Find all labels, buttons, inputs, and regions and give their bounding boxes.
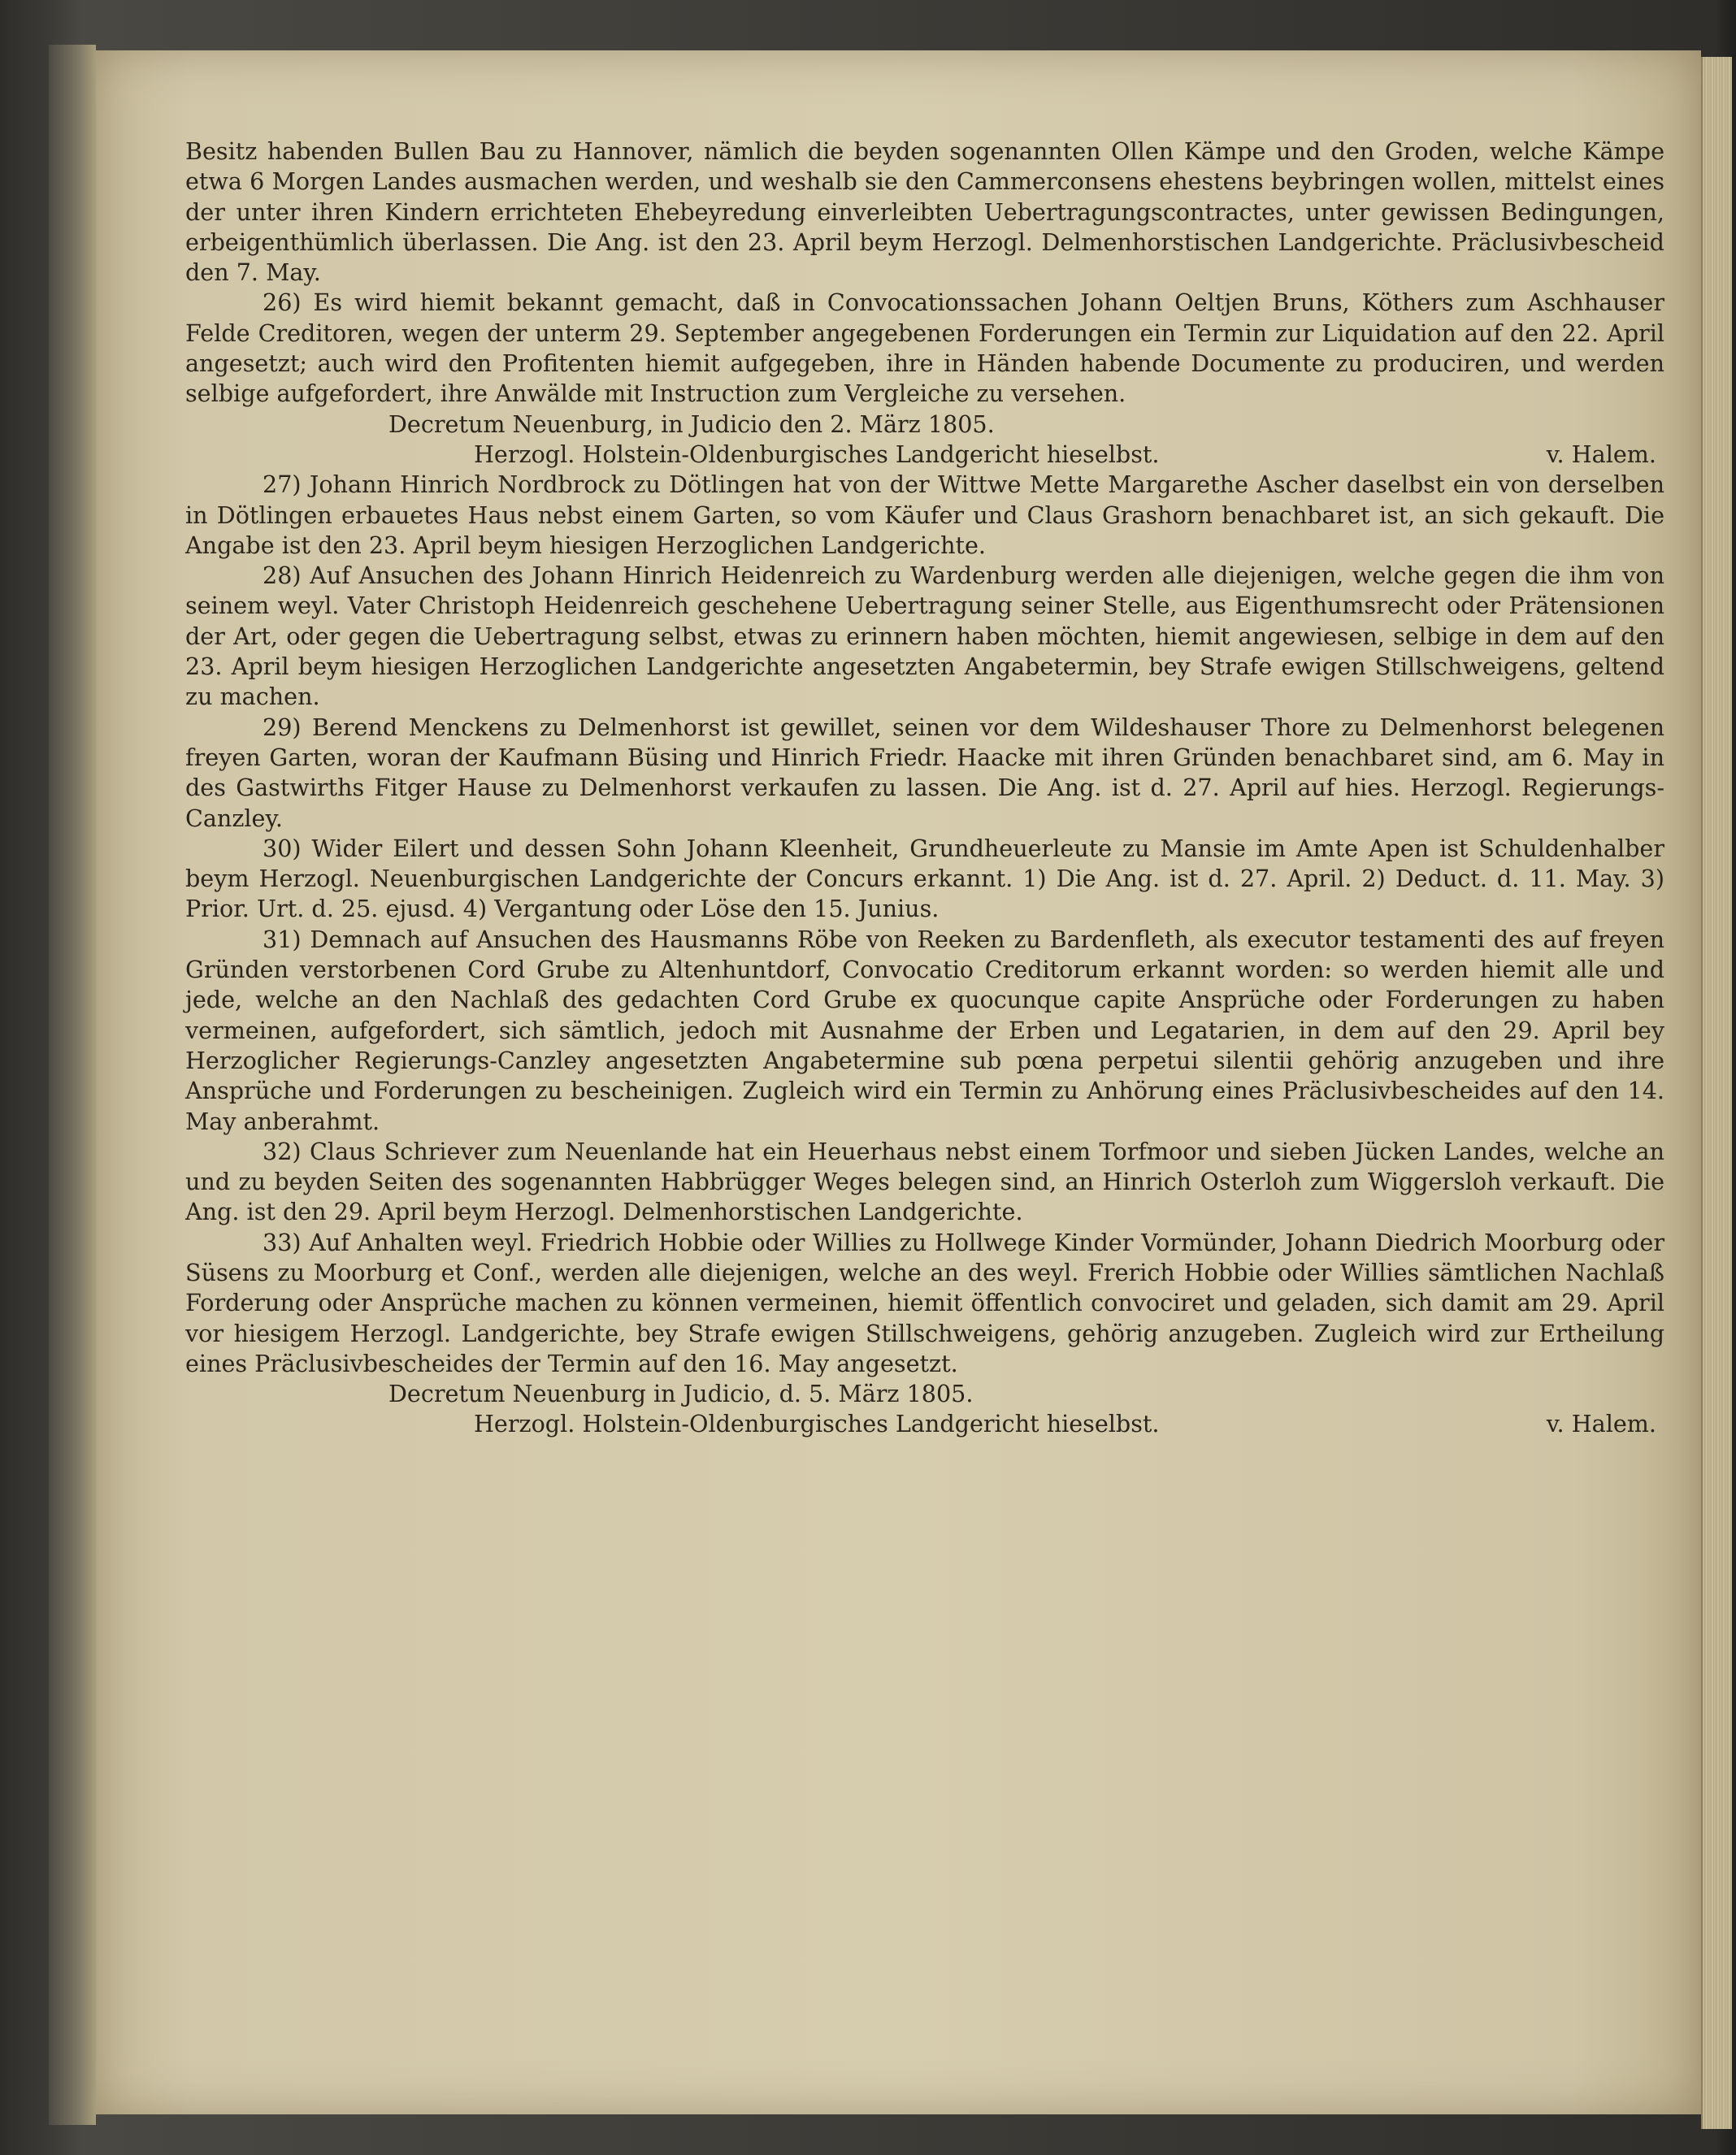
decretum-line: Decretum Neuenburg, in Judicio den 2. März 1805. [388,410,995,438]
book-binding [49,45,96,2125]
signatory-name: v. Halem. [1546,1410,1656,1438]
court-name: Herzogl. Holstein-Oldenburgisches Landgericht hieselbst. [474,440,1160,468]
page-edges [1701,57,1732,2129]
notice-29: 29) Berend Menckens zu Delmenhorst ist gewillet, seinen vor dem Wildeshauser Thore zu Delmenhorst belegenen freyen Garten, woran der Kaufmann Büsing und Hinrich Friedr. Haacke mit ihren Gründen benachbaret sind, am 6. May in des Gastwirths Fitger Hause zu Delmenhorst verkaufen zu lassen. Die Ang. ist d. 27. April auf hies. Herzogl. Regierungs-Canzley. [185,713,1664,832]
notice-25-continuation: Besitz habenden Bullen Bau zu Hannover, nämlich die beyden sogenannten Ollen Kämpe und den Groden, welche Kämpe etwa 6 Morgen Landes ausmachen werden, und weshalb sie den Cammerconsens ehestens beybringen wollen, mittelst eines der unter ihren Kindern errichteten Ehebeyredung einverleibten Uebertragungscontractes, unter gewissen Bedingungen, erbeigenthümlich überlassen. Die Ang. ist den 23. April beym Herzogl. Delmenhorstischen Landgerichte. Präclusivbescheid den 7. May. [185,137,1664,287]
notice-32: 32) Claus Schriever zum Neuenlande hat ein Heuerhaus nebst einem Torfmoor und sieben Jücken Landes, welche an und zu beyden Seiten des sogenannten Habbrügger Weges belegen sind, an Hinrich Osterloh zum Wiggersloh verkauft. Die Ang. ist den 29. April beym Herzogl. Delmenhorstischen Landgerichte. [185,1137,1664,1226]
notice-text-column [185,137,1664,1440]
court-signature [185,1409,1664,1439]
court-signature [185,440,1664,470]
decretum-line: Decretum Neuenburg in Judicio, d. 5. März 1805. [388,1380,974,1408]
notice-27: 27) Johann Hinrich Nordbrock zu Dötlingen hat von der Wittwe Mette Margarethe Ascher daselbst ein von derselben in Dötlingen erbauetes Haus nebst einem Garten, so vom Käufer und Claus Grashorn benachbaret ist, an sich gekauft. Die Angabe ist den 23. April beym hiesigen Herzoglichen Landgerichte. [185,470,1664,559]
notice-33: 33) Auf Anhalten weyl. Friedrich Hobbie oder Willies zu Hollwege Kinder Vormünder, Johann Diedrich Moorburg oder Süsens zu Moorburg et Conf., werden alle diejenigen, welche an des weyl. Frerich Hobbie oder Willies sämtlichen Nachlaß Forderung oder Ansprüche machen zu können vermeinen, hiemit öffentlich convociret und geladen, sich damit am 29. April vor hiesigem Herzogl. Landgerichte, bey Strafe ewigen Stillschweigens, gehörig anzugeben. Zugleich wird zur Ertheilung eines Präclusivbescheides der Termin auf den 16. May angesetzt. [185,1228,1664,1377]
signatory-name: v. Halem. [1546,440,1656,468]
notice-31: 31) Demnach auf Ansuchen des Hausmanns Röbe von Reeken zu Bardenfleth, als executor testamenti des auf freyen Gründen verstorbenen Cord Grube zu Altenhuntdorf, Convocatio Creditorum erkannt worden: so werden hiemit alle und jede, welche an den Nachlaß des gedachten Cord Grube ex quocunque capite Ansprüche oder Forderungen zu haben vermeinen, aufgefordert, sich sämtlich, jedoch mit Ausnahme der Erben und Legatarien, in dem auf den 29. April bey Herzoglicher Regierungs-Canzley angesetzten Angabetermine sub pœna perpetui silentii gehörig anzugeben und ihre Ansprüche und Forderungen zu bescheinigen. Zugleich wird ein Termin zu Anhörung eines Präclusivbescheides auf den 14. May anberahmt. [185,925,1664,1135]
notice-30: 30) Wider Eilert und dessen Sohn Johann Kleenheit, Grundheuerleute zu Mansie im Amte Apen ist Schuldenhalber beym Herzogl. Neuenburgischen Landgerichte der Concurs erkannt. 1) Die Ang. ist d. 27. April. 2) Deduct. d. 11. May. 3) Prior. Urt. d. 25. ejusd. 4) Vergantung oder Löse den 15. Junius. [185,834,1664,923]
court-name: Herzogl. Holstein-Oldenburgisches Landgericht hieselbst. [474,1410,1160,1438]
notice-28: 28) Auf Ansuchen des Johann Hinrich Heidenreich zu Wardenburg werden alle diejenigen, welche gegen die ihm von seinem weyl. Vater Christoph Heidenreich geschehene Uebertragung seiner Stelle, aus Eigenthumsrecht oder Prätensionen der Art, oder gegen die Uebertragung selbst, etwas zu erinnern haben möchten, hiemit angewiesen, selbige in dem auf den 23. April beym hiesigen Herzoglichen Landgerichte angesetzten Angabetermin, bey Strafe ewigen Stillschweigens, geltend zu machen. [185,562,1664,711]
notice-26: 26) Es wird hiemit bekannt gemacht, daß in Convocationssachen Johann Oeltjen Bruns, Köthers zum Aschhauser Felde Creditoren, wegen der unterm 29. September angegebenen Forderungen ein Termin zur Liquidation auf den 22. April angesetzt; auch wird den Profitenten hiemit aufgegeben, ihre in Händen habende Documente zu produciren, und werden selbige aufgefordert, ihre Anwälde mit Instruction zum Vergleiche zu versehen. [185,288,1664,408]
